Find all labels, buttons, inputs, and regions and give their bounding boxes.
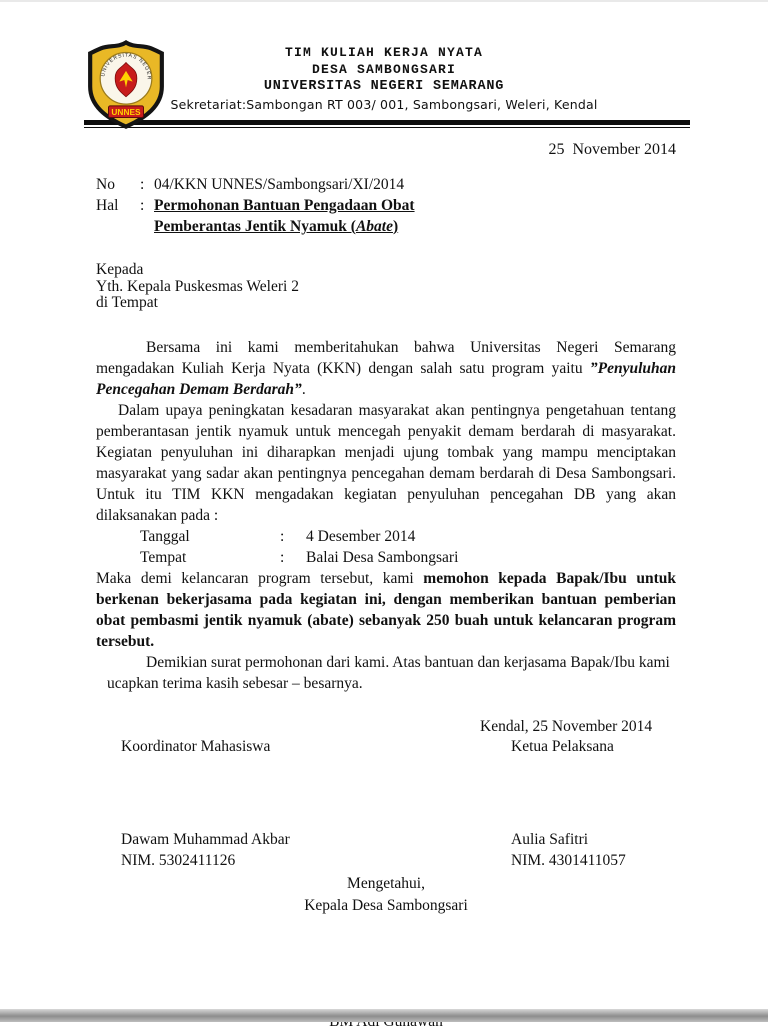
- no-label: No: [96, 176, 115, 193]
- unnes-logo: [84, 40, 168, 130]
- signature-left-column: [121, 736, 290, 871]
- signature-place-date: Kendal, 25 November 2014: [480, 717, 653, 735]
- p1-text: Bersama ini kami memberitahukan bahwa Universitas Negeri Semarang mengadakan Kuliah Kerja Nyata (KKN) dengan salah satu program yaitu: [96, 338, 676, 377]
- right-signer-role: Ketua Pelaksana: [511, 737, 614, 755]
- schedule-place-colon: :: [280, 548, 285, 566]
- p1-period: .: [301, 380, 306, 398]
- recipient-name: Yth. Kepala Puskesmas Weleri 2: [96, 277, 299, 295]
- letter-content: [96, 139, 676, 1032]
- acknowledgement-block: [96, 873, 676, 917]
- right-signer-nim: NIM. 4301411057: [511, 851, 626, 869]
- hal-label: Hal: [96, 197, 119, 214]
- unnes-shield-icon: [84, 40, 168, 130]
- scan-artifact-bottom: [0, 1009, 768, 1022]
- logo-banner-text: UNNES: [111, 107, 141, 117]
- org-name-line3: UNIVERSITAS NEGERI SEMARANG: [263, 79, 505, 94]
- hal-value: [154, 195, 676, 237]
- subject-row: [96, 195, 676, 237]
- p3-text: Maka demi kelancaran program tersebut, kami: [96, 569, 424, 587]
- schedule-date-colon: :: [280, 527, 285, 545]
- signature-block: [96, 716, 676, 871]
- signature-right-column: [511, 736, 626, 871]
- recipient-place: di Tempat: [96, 294, 158, 311]
- logo-ring-text: UNIVERSITAS NEGER: [100, 52, 152, 81]
- right-signer-name: Aulia Safitri: [511, 830, 589, 848]
- subject-line2-pre: Pemberantas Jentik Nyamuk (: [154, 218, 356, 235]
- schedule-row-place: [96, 547, 676, 568]
- no-value: 04/KKN UNNES/Sambongsari/XI/2014: [154, 176, 405, 193]
- body-paragraph-4: Demikian surat permohonan dari kami. Atas bantuan dan kerjasama Bapak/Ibu kami ucapkan terima kasih sebesar – besarnya.: [107, 653, 670, 692]
- schedule-place-value: Balai Desa Sambongsari: [306, 548, 459, 566]
- p1-program-title: ”Penyuluhan Pencegahan Demam Berdarah”: [96, 359, 676, 398]
- subject-line1: Permohonan Bantuan Pengadaan Obat: [154, 197, 415, 214]
- letterhead-rule: [84, 120, 690, 128]
- rule-thick: [84, 120, 690, 125]
- subject-line2: [154, 218, 398, 235]
- left-signer-nim: NIM. 5302411126: [121, 851, 236, 869]
- schedule-place-label: Tempat: [140, 548, 187, 566]
- recipient-block: [96, 262, 676, 312]
- p3-request-bold: memohon kepada Bapak/Ibu untuk berkenan bekerjasama pada kegiatan ini, dengan memberikan bantuan pemberian obat pembasmi jentik nyamuk (abate) sebanyak 250 buah untuk kelancaran program tersebut.: [96, 569, 676, 650]
- schedule-row-date: [96, 526, 676, 547]
- schedule-date-label: Tanggal: [140, 527, 190, 545]
- left-signer-role: Koordinator Mahasiswa: [121, 737, 271, 755]
- subject-line2-post: ): [392, 218, 399, 235]
- mengetahui-label: Mengetahui,: [347, 874, 425, 892]
- ref-number-row: [96, 174, 676, 195]
- secretariat-line: Sekretariat:Sambongan RT 003/ 001, Sambongsari, Weleri, Kendal: [170, 97, 598, 112]
- rule-thin: [84, 127, 690, 128]
- body-paragraph-2: Dalam upaya peningkatan kesadaran masyarakat akan pentingnya pengetahuan tentang pemberantasan jentik nyamuk untuk mencegah penyakit demam berdarah di masyarakat. Kegiatan penyuluhan ini diharapkan menjadi ujung tombak yang mampu menciptakan masyarakat yang sadar akan pentingnya pencegahan demam berdarah di Desa Sambongsari. Untuk itu TIM KKN mengadakan kegiatan penyuluhan pencegahan DB yang akan dilaksanakan pada :: [96, 401, 676, 524]
- no-colon: :: [140, 176, 145, 193]
- reference-block: [96, 174, 676, 237]
- subject-line2-abate: Abate: [355, 218, 393, 235]
- org-name-line2: DESA SAMBONGSARI: [311, 62, 457, 77]
- hal-colon: :: [140, 197, 145, 214]
- letterhead: [0, 0, 768, 128]
- schedule-date-value: 4 Desember 2014: [306, 527, 416, 545]
- letter-date: 25 November 2014: [548, 141, 676, 158]
- body-paragraph-1: [96, 337, 676, 400]
- body-paragraph-3: [96, 568, 676, 652]
- recipient-kepada: Kepada: [96, 261, 144, 278]
- left-signer-name: Dawam Muhammad Akbar: [121, 830, 290, 848]
- kepala-desa-label: Kepala Desa Sambongsari: [304, 896, 468, 914]
- org-name-line1: TIM KULIAH KERJA NYATA: [284, 45, 484, 60]
